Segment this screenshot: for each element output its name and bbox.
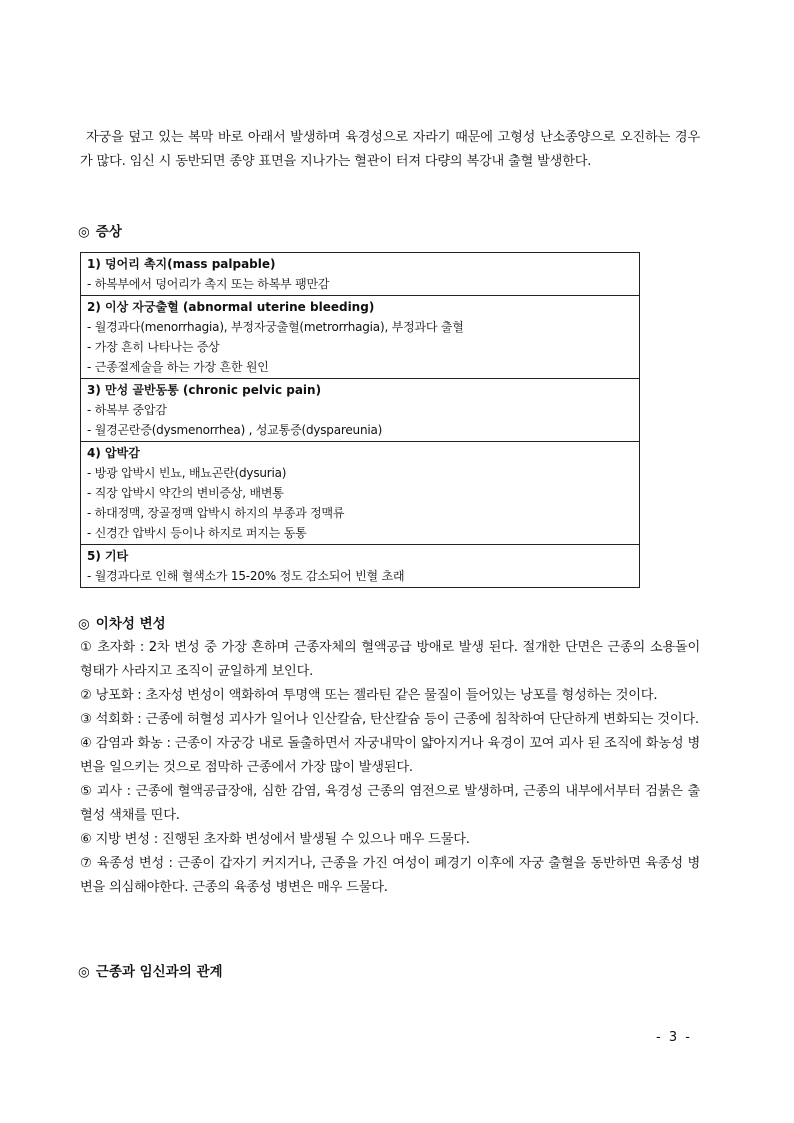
intro-block xyxy=(80,126,700,174)
symptom-section-4 xyxy=(81,442,640,545)
list-item: ① 초자화 : 2차 변성 중 가장 흔하며 근종자체의 혈액공급 방애로 발생 된다. 절개한 단면은 근종의 소용돌이 형태가 사라지고 조직이 균일하게 보인다. xyxy=(80,640,700,679)
section-line: - 직장 압박시 약간의 변비증상, 배변통 xyxy=(87,486,284,500)
symptoms-heading xyxy=(78,222,122,242)
section-title: 5) 기타 xyxy=(87,549,129,563)
double-circle-icon: ◎ xyxy=(78,224,90,240)
symptom-section-5 xyxy=(81,545,640,588)
section-title: 3) 만성 골반동통 (chronic pelvic pain) xyxy=(87,383,322,397)
symptom-section-1 xyxy=(81,253,640,296)
pregnancy-heading xyxy=(78,962,223,982)
section-line: - 하대정맥, 장골정맥 압박시 하지의 부종과 정맥류 xyxy=(87,506,345,520)
section-title: 4) 압박감 xyxy=(87,446,140,460)
section-line: - 월경과다(menorrhagia), 부정자궁출혈(metrorrhagia), 부정과다 출혈 xyxy=(87,320,464,334)
section-line: - 하복부 중압감 xyxy=(87,403,167,417)
section-line: - 근종절제술을 하는 가장 흔한 원인 xyxy=(87,360,269,374)
section-line: - 월경과다로 인해 혈색소가 15-20% 정도 감소되어 빈혈 초래 xyxy=(87,569,405,583)
list-item: ③ 석회화 : 근종에 허혈성 괴사가 일어나 인산칼슘, 탄산칼슘 등이 근종에 침착하여 단단하게 변화되는 것이다. xyxy=(80,712,699,727)
symptom-section-2 xyxy=(81,296,640,379)
double-circle-icon: ◎ xyxy=(78,964,90,980)
symptoms-title: 증상 xyxy=(95,224,122,240)
section-line: - 월경곤란증(dysmenorrhea) , 성교통증(dyspareunia) xyxy=(87,423,383,437)
page-number: - 3 - xyxy=(656,1030,692,1045)
table-row xyxy=(81,296,640,379)
symptoms-table xyxy=(80,252,640,588)
table-row xyxy=(81,379,640,442)
double-circle-icon: ◎ xyxy=(78,616,90,632)
section-line: - 방광 압박시 빈뇨, 배뇨곤란(dysuria) xyxy=(87,466,287,480)
section-title: 2) 이상 자궁출혈 (abnormal uterine bleeding) xyxy=(87,300,375,314)
list-item: ② 낭포화 : 초자성 변성이 액화하여 투명액 또는 젤라틴 같은 물질이 들어있는 낭포를 형성하는 것이다. xyxy=(80,688,658,703)
section-line: - 신경간 압박시 등이나 하지로 퍼지는 동통 xyxy=(87,526,307,540)
list-item: ⑥ 지방 변성 : 진행된 초자화 변성에서 발생될 수 있으나 매우 드물다. xyxy=(80,832,470,847)
table-row xyxy=(81,545,640,588)
intro-paragraph: 자궁을 덮고 있는 복막 바로 아래서 발생하며 육경성으로 자라기 때문에 고형성 난소종양으로 오진하는 경우가 많다. 임신 시 동반되면 종양 표면을 지나가는 혈관이 터져 다량의 복강내 출혈 발생한다. xyxy=(80,130,700,169)
degeneration-list xyxy=(80,636,700,900)
degeneration-heading xyxy=(78,614,166,634)
list-item: ⑤ 괴사 : 근종에 혈액공급장애, 심한 감염, 육경성 근종의 염전으로 발생하며, 근종의 내부에서부터 검붉은 출혈성 색채를 띤다. xyxy=(80,784,700,823)
table-row xyxy=(81,253,640,296)
section-line: - 가장 흔히 나타나는 증상 xyxy=(87,340,220,354)
symptom-section-3 xyxy=(81,379,640,442)
section-line: - 하복부에서 덩어리가 촉지 또는 하복부 팽만감 xyxy=(87,277,330,291)
table-row xyxy=(81,442,640,545)
list-item: ④ 감염과 화농 : 근종이 자궁강 내로 돌출하면서 자궁내막이 얇아지거나 육경이 꼬여 괴사 된 조직에 화농성 병변을 일으키는 것으로 점막하 근종에서 가장 많이 발생된다. xyxy=(80,736,700,775)
pregnancy-title: 근종과 임신과의 관계 xyxy=(95,964,223,980)
degeneration-title: 이차성 변성 xyxy=(95,616,166,632)
list-item: ⑦ 육종성 변성 : 근종이 갑자기 커지거나, 근종을 가진 여성이 폐경기 이후에 자궁 출혈을 동반하면 육종성 병변을 의심해야한다. 근종의 육종성 병변은 매우 드물다. xyxy=(80,856,700,895)
section-title: 1) 덩어리 촉지(mass palpable) xyxy=(87,257,276,271)
